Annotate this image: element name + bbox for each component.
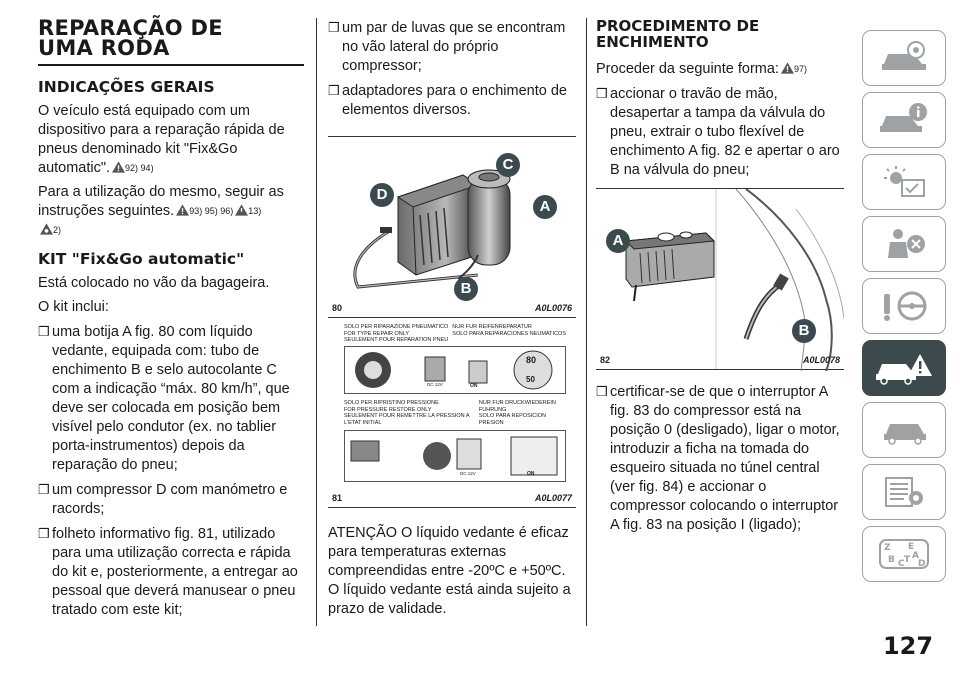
- tab-index[interactable]: [862, 526, 946, 582]
- tab-warning-lights[interactable]: [862, 154, 946, 210]
- bullet-handbrake: ❒ accionar o travão de mão, desapertar a tampa da válvula do pneu, extrair o tubo flexível de enchimento A fig. 82 e apertar o aro B na válvula do pneu;: [596, 86, 840, 178]
- figure-code: A0L0078: [802, 355, 840, 365]
- tab-getting-to-know-car[interactable]: [862, 30, 946, 86]
- tyre-connection-illustration: [596, 189, 844, 371]
- compressor-kit-illustration: [328, 137, 576, 319]
- bullet-compressor: ❒ um compressor D com manómetro e racords;: [38, 482, 288, 517]
- chapter-title-line1: REPARAÇÃO DE: [38, 16, 223, 40]
- warning-triangle-icon: [781, 62, 794, 74]
- heading-filling-line1: PROCEDIMENTO DE: [596, 17, 760, 35]
- column-2: [328, 18, 576, 624]
- warning-triangle-icon: [112, 161, 125, 173]
- svg-text:C: C: [898, 559, 905, 569]
- heading-kit: KIT "Fix&Go automatic": [38, 250, 245, 268]
- figure-code: A0L0077: [534, 493, 572, 503]
- title-rule: [38, 64, 304, 66]
- tab-maintenance[interactable]: [862, 402, 946, 458]
- label-b: B: [454, 277, 478, 301]
- svg-text:B: B: [888, 555, 895, 565]
- warning-lights-icon: [876, 164, 932, 200]
- svg-text:T: T: [904, 555, 911, 565]
- figure-81: [328, 318, 576, 508]
- tab-technical-data[interactable]: [862, 464, 946, 520]
- figure-number: 80: [332, 303, 343, 313]
- paragraph-warning: ATENÇÃO O líquido vedante é eficaz para temperaturas externas compreendidas entre -20ºC e +50ºC. O líquido vedante está ainda sujeito a prazo de validade.: [328, 525, 571, 617]
- heading-filling-line2: ENCHIMENTO: [596, 33, 709, 51]
- index-icon: [876, 536, 932, 572]
- figure-code: A0L0076: [534, 303, 572, 313]
- leaflet-panel-1: DC 12V ON 80 50: [344, 346, 566, 394]
- leaflet-panel-2: DC 12V ON: [344, 430, 566, 482]
- page-number: 127: [882, 632, 934, 660]
- emergency-car-icon: [874, 348, 934, 388]
- label-a: A: [606, 229, 630, 253]
- label-d: D: [370, 183, 394, 207]
- steering-starting-icon: [876, 288, 932, 324]
- environment-triangle-icon: [40, 223, 53, 235]
- tab-emergency[interactable]: [862, 340, 946, 396]
- bullet-adapters: ❒ adaptadores para o enchimento de elementos diversos.: [328, 83, 567, 118]
- chapter-title-line2: UMA RODA: [38, 36, 170, 60]
- column-divider: [316, 18, 317, 626]
- paragraph-instructions: Para a utilização do mesmo, seguir as instruções seguintes. 93) 95) 96) 13) 2): [38, 184, 284, 235]
- caution-triangle-icon: [235, 204, 248, 216]
- label-a: A: [533, 195, 557, 219]
- bullet-switch: ❒ certificar-se de que o interruptor A fig. 83 do compressor está na posição 0 (desligado), ligar o motor, introduzir a ficha na tomada do esqueiro situada no túnel central (ver fig. 84) e accionar o compressor colocando o interruptor A fig. 83 na posição I (ligado);: [596, 384, 840, 533]
- tab-car-info[interactable]: [862, 92, 946, 148]
- leaflet-panel-1-drawing: [345, 347, 565, 393]
- technical-data-icon: [876, 474, 932, 510]
- paragraph-intro: O veículo está equipado com um dispositivo para a reparação rápida de pneus denominado kit "Fix&Go automatic". 92) 94): [38, 103, 285, 176]
- svg-text:Z: Z: [884, 543, 891, 553]
- figure-number: 81: [332, 493, 343, 503]
- figure-number: 82: [600, 355, 611, 365]
- figure-80: [328, 136, 576, 318]
- maintenance-car-icon: [876, 412, 932, 448]
- leaflet-row1-text: SOLO PER RIPARAZIONE PNEUMATICO FOR TYPE REPAIR ONLY SEULEMENT POUR REPARATION PNEU NUR FUR REIFENREPARATUR SOLO PARA REPARACIONES NEUMATICOS: [344, 324, 566, 343]
- figure-82: [596, 188, 844, 370]
- tab-starting-driving[interactable]: [862, 278, 946, 334]
- label-b: B: [792, 319, 816, 343]
- bullet-gloves: ❒ um par de luvas que se encontram no vão lateral do próprio compressor;: [328, 20, 566, 74]
- column-1: [38, 18, 304, 625]
- column-divider: [586, 18, 587, 626]
- heading-general: INDICAÇÕES GERAIS: [38, 78, 215, 96]
- paragraph-location: Está colocado no vão da bagageira.: [38, 275, 270, 291]
- car-info-i-icon: [876, 102, 932, 138]
- leaflet-row2-text: SOLO PER RIPRISTINO PRESSIONE FOR PRESSURE RESTORE ONLY SEULEMENT POUR REMETTRE LA PRESSION A L'ETAT INITIAL NUR FUR DRUCKWIEDEREIN FUHRUNG SOLO PARA REPOSICION PRESION: [344, 400, 556, 426]
- car-info-icon: [876, 40, 932, 76]
- column-3: [596, 18, 846, 540]
- svg-text:D: D: [918, 559, 926, 569]
- bullet-bottle: ❒ uma botija A fig. 80 com líquido vedante, equipada com: tubo de enchimento B e selo autocolante C com a indicação “máx. 80 km/h”, que deve ser colocada em posição bem visível pelo condutor (ex. no tablier porta-instrumentos) depois da reparação do pneu;: [38, 324, 290, 473]
- tab-safety[interactable]: [862, 216, 946, 272]
- chapter-sidebar: [862, 30, 946, 588]
- safety-airbag-icon: [876, 226, 932, 262]
- svg-text:E: E: [908, 542, 915, 552]
- bullet-leaflet: ❒ folheto informativo fig. 81, utilizado para uma utilização correcta e rápida do kit e, posteriormente, a entregar ao pessoal que deverá manusear o pneu tratado com este kit;: [38, 526, 298, 618]
- warning-triangle-icon: [176, 204, 189, 216]
- paragraph-procedure: Proceder da seguinte forma: 97): [596, 61, 807, 77]
- paragraph-kit-includes: O kit inclui:: [38, 299, 109, 315]
- label-c: C: [496, 153, 520, 177]
- svg-text:A: A: [912, 551, 919, 561]
